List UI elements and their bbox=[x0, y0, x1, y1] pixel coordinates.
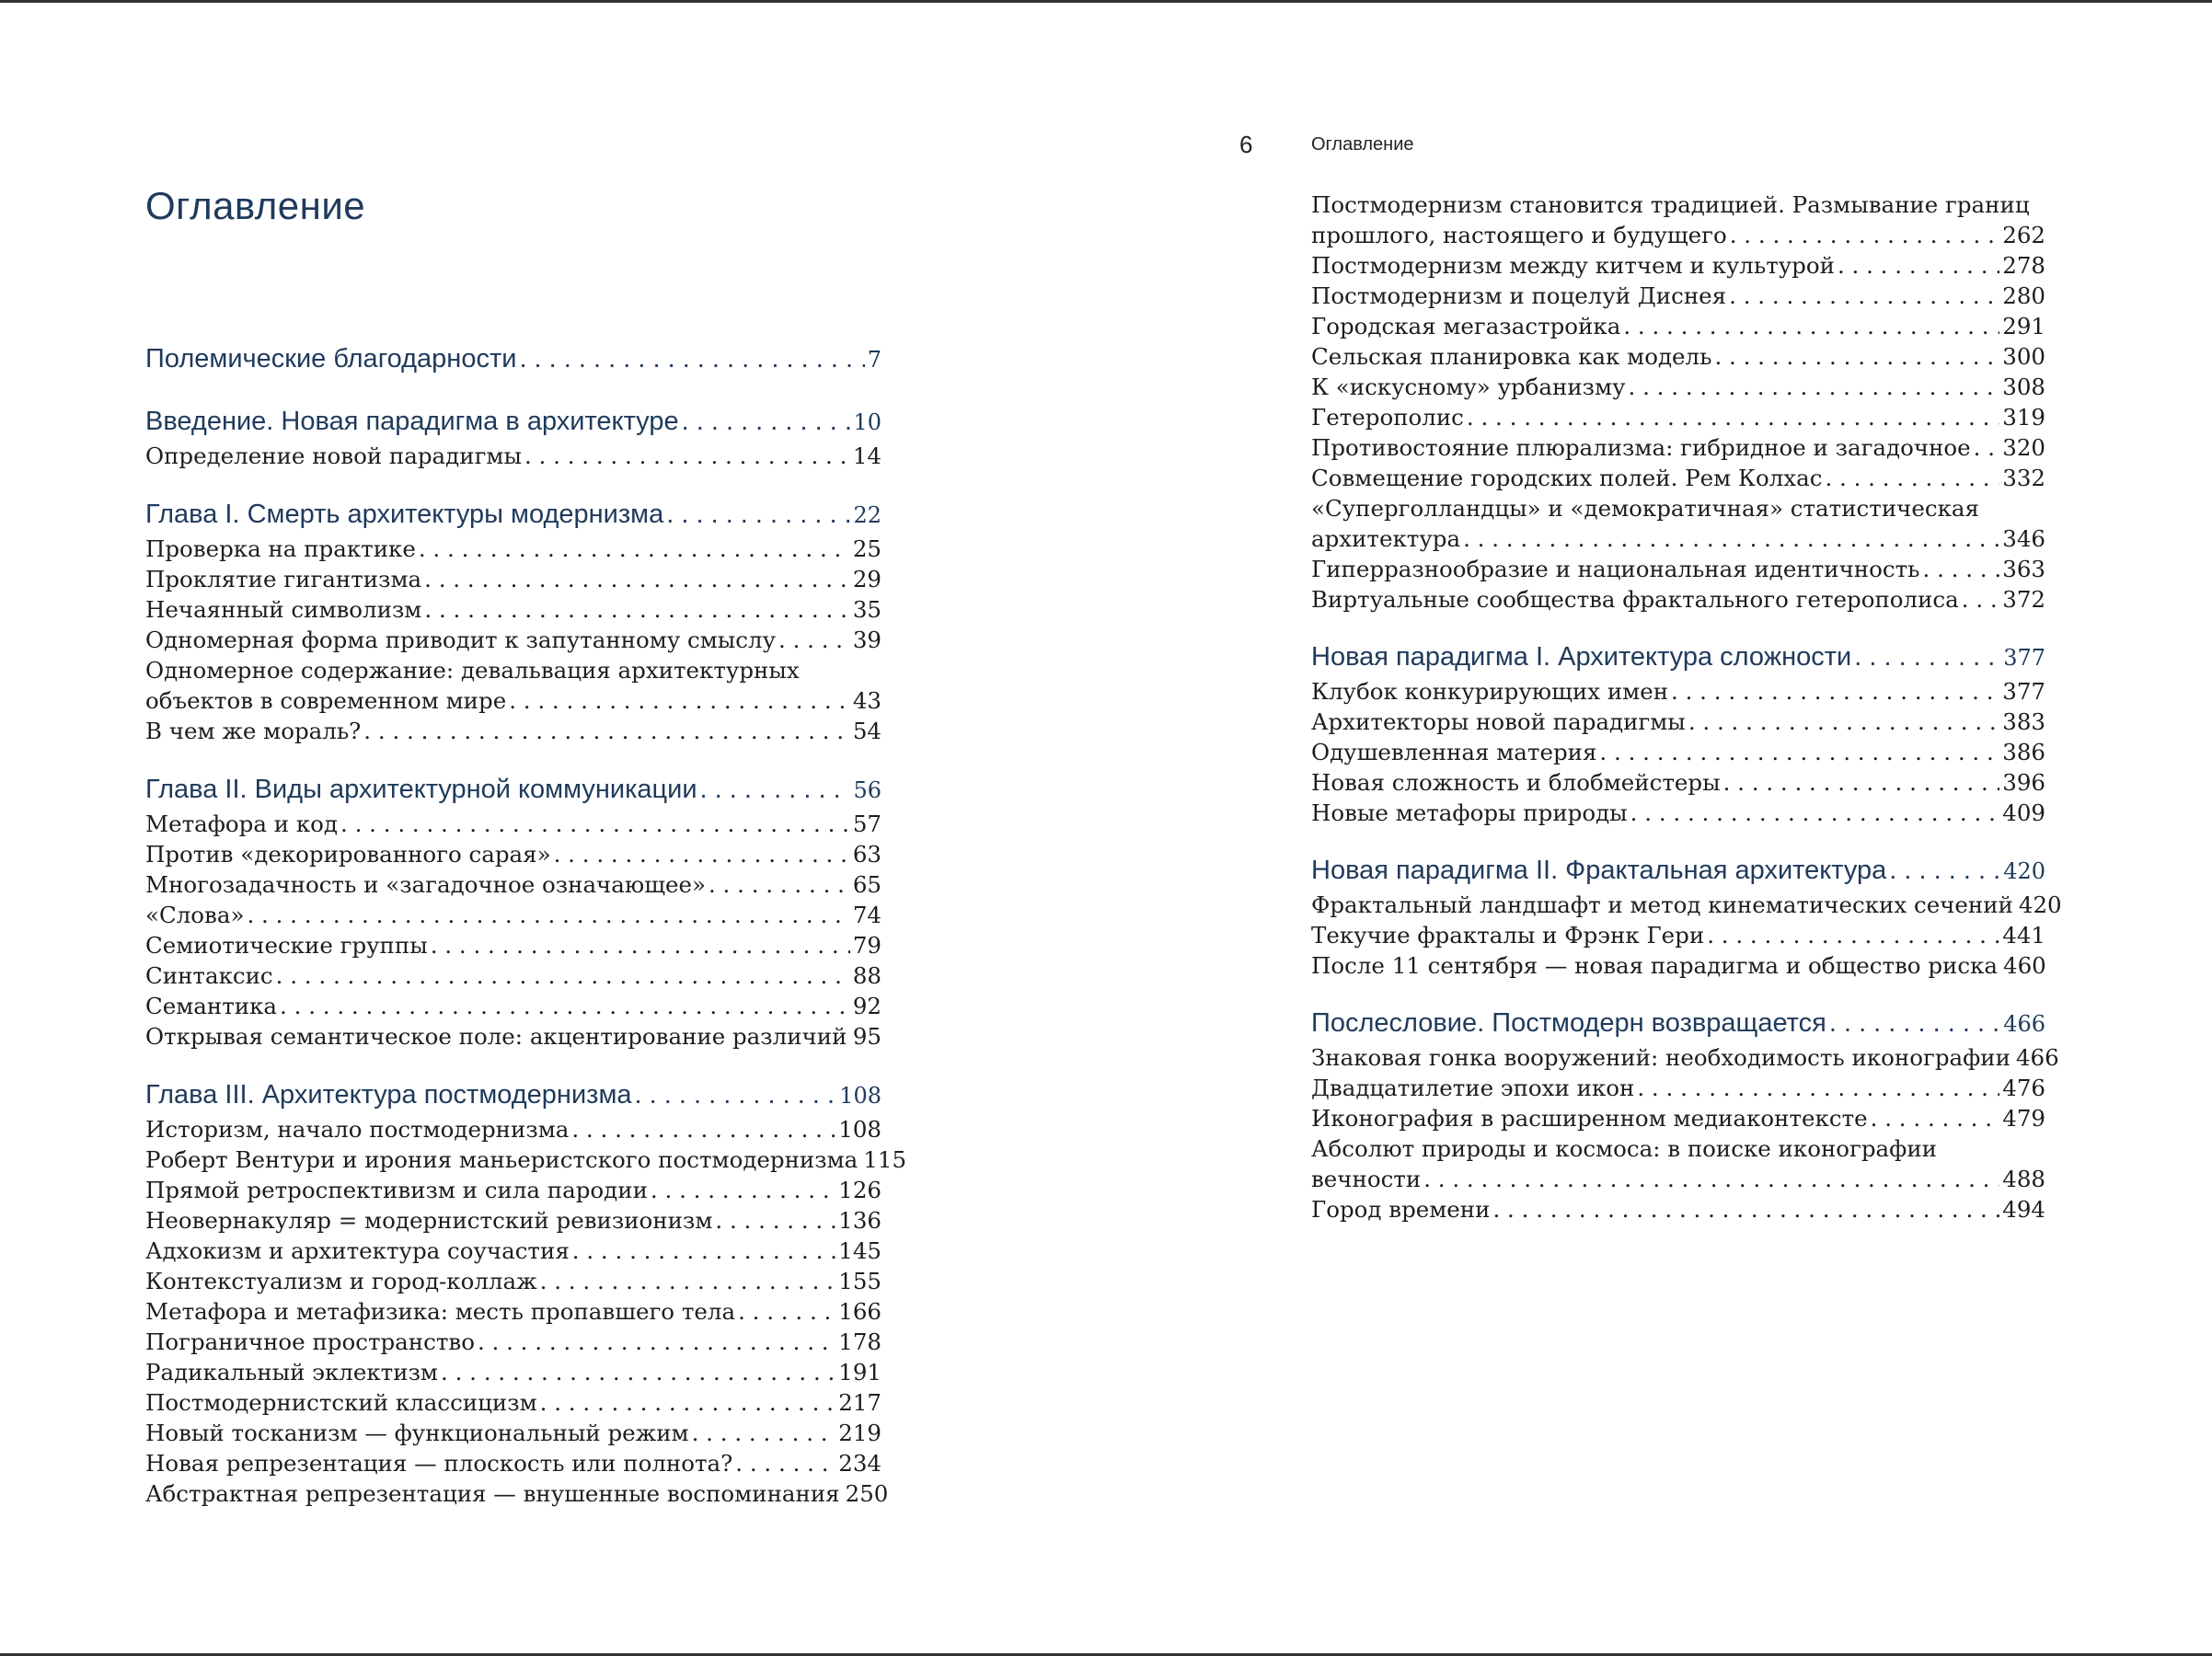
toc-entry bbox=[1311, 1073, 2045, 1103]
entry-title: архитектура bbox=[1311, 525, 1461, 552]
entry-title: В чем же мораль? bbox=[145, 718, 362, 744]
page-ref: 319 bbox=[2002, 404, 2045, 431]
entry-title: Городская мегазастройка bbox=[1311, 313, 1621, 339]
page-ref: 115 bbox=[863, 1146, 907, 1173]
dot-leader bbox=[651, 1175, 835, 1205]
toc-entry bbox=[1311, 890, 2062, 920]
toc-section bbox=[1311, 638, 2045, 828]
entry-title: Фрактальный ландшафт и метод кинематических сечений bbox=[1311, 891, 2013, 918]
dot-leader bbox=[363, 716, 850, 746]
entry-title: Контекстуализм и город-коллаж bbox=[145, 1268, 537, 1294]
entry-title: Одномерная форма приводит к запутанному смыслу bbox=[145, 627, 776, 653]
entry-title: Постмодернизм между китчем и культурой bbox=[1311, 252, 1835, 279]
dot-leader bbox=[572, 1236, 835, 1266]
toc-entry bbox=[1311, 250, 2045, 281]
dot-leader bbox=[554, 839, 850, 869]
toc-section bbox=[1311, 190, 2045, 615]
entry-title: Семантика bbox=[145, 993, 278, 1019]
chapter-title: Послесловие. Постмодерн возвращается bbox=[1311, 1008, 1826, 1038]
chapter-title: Введение. Новая парадигма в архитектуре bbox=[145, 407, 679, 436]
toc-entry bbox=[145, 869, 881, 900]
page-ref: 420 bbox=[2003, 858, 2045, 884]
chapter-heading bbox=[145, 340, 881, 378]
entry-title-line: Одномерное содержание: девальвация архитектурных bbox=[145, 657, 800, 684]
dot-leader bbox=[735, 1448, 835, 1478]
page-ref: 479 bbox=[2002, 1105, 2045, 1132]
toc-entry bbox=[145, 900, 881, 930]
entry-title: Против «декорированного сарая» bbox=[145, 841, 551, 868]
entry-title-continuation bbox=[1311, 220, 2045, 250]
page-ref: 466 bbox=[2015, 1044, 2059, 1071]
dot-leader bbox=[1854, 638, 2000, 675]
dot-leader bbox=[1629, 372, 2000, 402]
toc-entry bbox=[145, 625, 881, 655]
page-ref: 441 bbox=[2002, 922, 2045, 949]
toc-section bbox=[1311, 1005, 2059, 1225]
entry-title: Сельская планировка как модель bbox=[1311, 343, 1712, 370]
page-ref: 377 bbox=[2003, 645, 2045, 671]
page-ref: 280 bbox=[2002, 282, 2045, 309]
entry-title: К «искусному» урбанизму bbox=[1311, 374, 1626, 400]
dot-leader bbox=[1623, 311, 1999, 341]
entry-title: Неовернакуляр = модернистский ревизионизм bbox=[145, 1207, 713, 1234]
entry-title: Адхокизм и архитектура соучастия bbox=[145, 1237, 570, 1264]
entry-title: После 11 сентября — новая парадигма и общество риска bbox=[1311, 952, 1998, 979]
page-ref: 79 bbox=[852, 932, 881, 959]
chapter-heading bbox=[145, 771, 881, 809]
entry-title: вечности bbox=[1311, 1166, 1422, 1192]
entry-title: Пограничное пространство bbox=[145, 1328, 475, 1355]
page-ref: 39 bbox=[852, 627, 881, 653]
page-ref: 43 bbox=[852, 687, 881, 714]
chapter-title: Новая парадигма I. Архитектура сложности bbox=[1311, 642, 1852, 672]
dot-leader bbox=[1707, 920, 1999, 950]
entry-title-line: Постмодернизм становится традицией. Размывание границ bbox=[1311, 191, 2030, 218]
toc-entry bbox=[1311, 493, 2045, 554]
chapter-heading bbox=[1311, 852, 2045, 890]
entry-title: Новая репрезентация — плоскость или полнота? bbox=[145, 1450, 733, 1477]
dot-leader bbox=[571, 1114, 835, 1144]
dot-leader bbox=[431, 930, 850, 960]
toc-entry bbox=[1311, 676, 2045, 707]
dot-leader bbox=[666, 496, 850, 533]
page-ref: 155 bbox=[838, 1268, 881, 1294]
page-ref: 166 bbox=[838, 1298, 881, 1325]
dot-leader bbox=[1637, 1073, 1999, 1103]
toc-entry bbox=[145, 564, 881, 594]
page-ref: 95 bbox=[852, 1023, 881, 1050]
toc-entry bbox=[145, 1387, 881, 1418]
dot-leader bbox=[1871, 1103, 2000, 1133]
dot-leader bbox=[441, 1357, 835, 1387]
dot-leader bbox=[424, 594, 849, 625]
toc-entry bbox=[1311, 920, 2045, 950]
dot-leader bbox=[1688, 707, 1999, 737]
dot-leader bbox=[540, 1266, 836, 1296]
toc-entry bbox=[145, 1175, 881, 1205]
toc-section bbox=[145, 771, 881, 1052]
toc-section bbox=[145, 1076, 907, 1509]
entry-title: прошлого, настоящего и будущего bbox=[1311, 222, 1727, 248]
dot-leader bbox=[280, 991, 850, 1021]
toc-entry bbox=[1311, 372, 2045, 402]
entry-title: Гиперразнообразие и национальная идентичность bbox=[1311, 556, 1920, 582]
dot-leader bbox=[1825, 463, 1999, 493]
entry-title: Клубок конкурирующих имен bbox=[1311, 678, 1669, 705]
page-ref: 29 bbox=[852, 566, 881, 592]
toc-entry bbox=[1311, 402, 2045, 432]
chapter-heading bbox=[1311, 638, 2045, 676]
entry-title-continuation bbox=[1311, 1164, 2045, 1194]
dot-leader bbox=[1962, 584, 1999, 615]
dot-leader bbox=[478, 1327, 835, 1357]
dot-leader bbox=[715, 1205, 835, 1236]
toc-entry bbox=[1311, 311, 2045, 341]
page-ref: 291 bbox=[2002, 313, 2045, 339]
toc-entry bbox=[145, 1327, 881, 1357]
entry-title: Совмещение городских полей. Рем Колхас bbox=[1311, 465, 1823, 491]
entry-title: Метафора и код bbox=[145, 811, 339, 837]
entry-title: Радикальный эклектизм bbox=[145, 1359, 438, 1386]
left-page bbox=[145, 0, 907, 1656]
entry-title: Проверка на практике bbox=[145, 535, 416, 562]
entry-title: Абстрактная репрезентация — внушенные воспоминания bbox=[145, 1480, 840, 1507]
toc-entry bbox=[145, 1296, 881, 1327]
dot-leader bbox=[1729, 281, 1999, 311]
page-ref: 386 bbox=[2002, 739, 2045, 765]
dot-leader bbox=[509, 685, 850, 716]
dot-leader bbox=[276, 960, 850, 991]
dot-leader bbox=[247, 900, 849, 930]
dot-leader bbox=[519, 340, 864, 377]
page-ref: 219 bbox=[838, 1420, 881, 1446]
entry-title: «Слова» bbox=[145, 902, 245, 928]
page-ref: 25 bbox=[852, 535, 881, 562]
chapter-title: Новая парадигма II. Фрактальная архитектура bbox=[1311, 856, 1887, 885]
page-ref: 320 bbox=[2002, 434, 2045, 461]
entry-title: Метафора и метафизика: месть пропавшего тела bbox=[145, 1298, 736, 1325]
toc-entry bbox=[145, 1021, 881, 1052]
dot-leader bbox=[1423, 1164, 1999, 1194]
entry-title: Синтаксис bbox=[145, 962, 273, 989]
entry-title: Постмодернизм и поцелуй Диснея bbox=[1311, 282, 1727, 309]
entry-title: объектов в современном мире bbox=[145, 687, 507, 714]
entry-title: Историзм, начало постмодернизма bbox=[145, 1116, 570, 1143]
dot-leader bbox=[1838, 250, 1999, 281]
chapter-title: Глава III. Архитектура постмодернизма bbox=[145, 1080, 632, 1110]
entry-title: Новая сложность и блобмейстеры bbox=[1311, 769, 1721, 796]
page-ref: 466 bbox=[2003, 1011, 2045, 1037]
dot-leader bbox=[1714, 341, 1999, 372]
entry-title: Гетерополис bbox=[1311, 404, 1464, 431]
toc-entry bbox=[145, 1418, 881, 1448]
toc-entry bbox=[145, 1478, 889, 1509]
page-ref: 145 bbox=[838, 1237, 881, 1264]
dot-leader bbox=[1467, 402, 1999, 432]
running-head: Оглавление bbox=[1311, 134, 1414, 155]
entry-title: Нечаянный символизм bbox=[145, 596, 422, 623]
page-ref: 332 bbox=[2002, 465, 2045, 491]
toc-entry bbox=[1311, 1042, 2059, 1073]
toc-entry bbox=[1311, 1133, 2045, 1194]
page-ref: 460 bbox=[2002, 952, 2046, 979]
toc-entry bbox=[145, 960, 881, 991]
entry-title-line: «Суперголландцы» и «демократичная» статистическая bbox=[1311, 495, 1979, 522]
entry-title: Многозадачность и «загадочное означающее» bbox=[145, 871, 706, 898]
entry-title: Семиотические группы bbox=[145, 932, 428, 959]
entry-title-continuation bbox=[1311, 523, 2045, 554]
entry-title: Роберт Вентури и ирония маньеристского постмодернизма bbox=[145, 1146, 858, 1173]
toc-entry bbox=[1311, 950, 2045, 981]
dot-leader bbox=[778, 625, 850, 655]
dot-leader bbox=[1889, 852, 2000, 889]
toc-entry bbox=[145, 839, 881, 869]
toc-entry bbox=[145, 1144, 907, 1175]
page-ref: 420 bbox=[2018, 891, 2062, 918]
dot-leader bbox=[1630, 798, 2000, 828]
toc-entry bbox=[1311, 1194, 2045, 1225]
right-page bbox=[1239, 0, 2062, 1656]
page-ref: 250 bbox=[845, 1480, 889, 1507]
toc-section bbox=[1311, 852, 2062, 981]
toc-entry bbox=[1311, 281, 2045, 311]
entry-title: Город времени bbox=[1311, 1196, 1491, 1223]
dot-leader bbox=[1463, 523, 1999, 554]
dot-leader bbox=[419, 534, 850, 564]
page-ref: 377 bbox=[2002, 678, 2045, 705]
toc-section bbox=[145, 340, 881, 378]
toc-section bbox=[145, 403, 881, 471]
toc-entry bbox=[145, 1205, 881, 1236]
page-ref: 63 bbox=[852, 841, 881, 868]
entry-title: Новый тосканизм — функциональный режим bbox=[145, 1420, 689, 1446]
toc-entry bbox=[1311, 341, 2045, 372]
page-ref: 56 bbox=[853, 777, 881, 803]
entry-title: Виртуальные сообщества фрактального гетерополиса bbox=[1311, 586, 1959, 613]
entry-title: Постмодернистский классицизм bbox=[145, 1389, 537, 1416]
toc-entry bbox=[145, 1357, 881, 1387]
dot-leader bbox=[1730, 220, 2000, 250]
page-ref: 234 bbox=[838, 1450, 881, 1477]
dot-leader bbox=[1492, 1194, 1999, 1225]
page-ref: 7 bbox=[867, 347, 881, 373]
page-ref: 35 bbox=[852, 596, 881, 623]
page-ref: 396 bbox=[2002, 769, 2045, 796]
page-ref: 476 bbox=[2002, 1075, 2045, 1101]
page-ref: 57 bbox=[852, 811, 881, 837]
page-ref: 494 bbox=[2002, 1196, 2045, 1223]
toc-entry bbox=[145, 1266, 881, 1296]
chapter-heading bbox=[145, 496, 881, 534]
chapter-title: Глава II. Виды архитектурной коммуникации bbox=[145, 775, 697, 804]
toc-entry bbox=[145, 1236, 881, 1266]
entry-title: Текучие фракталы и Фрэнк Гери bbox=[1311, 922, 1705, 949]
page-ref: 136 bbox=[838, 1207, 881, 1234]
toc-entry bbox=[1311, 1103, 2045, 1133]
page-ref: 363 bbox=[2002, 556, 2045, 582]
table-of-contents-left bbox=[145, 340, 907, 1534]
page-ref: 65 bbox=[852, 871, 881, 898]
dot-leader bbox=[340, 809, 850, 839]
entry-title: Одушевленная материя bbox=[1311, 739, 1597, 765]
chapter-heading bbox=[145, 1076, 881, 1114]
toc-entry bbox=[145, 534, 881, 564]
page-ref: 383 bbox=[2002, 708, 2045, 735]
page-ref: 409 bbox=[2002, 799, 2045, 826]
chapter-heading bbox=[1311, 1005, 2045, 1042]
page-ref: 74 bbox=[852, 902, 881, 928]
entry-title: Проклятие гигантизма bbox=[145, 566, 422, 592]
page-ref: 108 bbox=[838, 1116, 881, 1143]
chapter-title: Полемические благодарности bbox=[145, 344, 517, 374]
entry-title-continuation bbox=[145, 685, 881, 716]
dot-leader bbox=[692, 1418, 836, 1448]
page-ref: 178 bbox=[838, 1328, 881, 1355]
toc-entry bbox=[145, 1448, 881, 1478]
entry-title-line: Абсолют природы и космоса: в поиске иконографии bbox=[1311, 1135, 1937, 1162]
page-ref: 191 bbox=[838, 1359, 881, 1386]
page-ref: 108 bbox=[839, 1083, 881, 1109]
toc-entry bbox=[145, 441, 881, 471]
dot-leader bbox=[524, 441, 850, 471]
page-title: Оглавление bbox=[145, 184, 366, 227]
page-ref: 217 bbox=[838, 1389, 881, 1416]
toc-entry bbox=[1311, 584, 2045, 615]
toc-entry bbox=[1311, 737, 2045, 767]
dot-leader bbox=[424, 564, 850, 594]
page-ref: 126 bbox=[838, 1177, 881, 1203]
chapter-heading bbox=[145, 403, 881, 441]
page-ref: 488 bbox=[2002, 1166, 2045, 1192]
dot-leader bbox=[700, 771, 851, 808]
dot-leader bbox=[635, 1076, 837, 1113]
entry-title: Новые метафоры природы bbox=[1311, 799, 1628, 826]
page-ref: 54 bbox=[852, 718, 881, 744]
page-ref: 14 bbox=[852, 443, 881, 469]
dot-leader bbox=[1723, 767, 2000, 798]
entry-title: Архитекторы новой парадигмы bbox=[1311, 708, 1686, 735]
dot-leader bbox=[1923, 554, 2000, 584]
entry-title: Противостояние плюрализма: гибридное и загадочное bbox=[1311, 434, 1971, 461]
page-ref: 22 bbox=[853, 502, 881, 528]
dot-leader bbox=[1671, 676, 1999, 707]
page-ref: 308 bbox=[2002, 374, 2045, 400]
dot-leader bbox=[540, 1387, 836, 1418]
entry-title: Открывая семантическое поле: акцентирование различий bbox=[145, 1023, 847, 1050]
toc-entry bbox=[145, 716, 881, 746]
toc-entry bbox=[145, 991, 881, 1021]
toc-entry bbox=[1311, 767, 2045, 798]
entry-title: Прямой ретроспективизм и сила пародии bbox=[145, 1177, 648, 1203]
dot-leader bbox=[738, 1296, 835, 1327]
entry-title: Знаковая гонка вооружений: необходимость иконографии bbox=[1311, 1044, 2010, 1071]
entry-title: Иконография в расширенном медиаконтексте bbox=[1311, 1105, 1868, 1132]
table-of-contents-right bbox=[1311, 190, 2062, 1248]
dot-leader bbox=[682, 403, 851, 440]
page-ref: 300 bbox=[2002, 343, 2045, 370]
chapter-title: Глава I. Смерть архитектуры модернизма bbox=[145, 500, 664, 529]
toc-entry bbox=[145, 930, 881, 960]
page-ref: 262 bbox=[2002, 222, 2045, 248]
page-number: 6 bbox=[1239, 131, 1253, 158]
entry-title: Двадцатилетие эпохи икон bbox=[1311, 1075, 1635, 1101]
entry-title: Определение новой парадигмы bbox=[145, 443, 522, 469]
toc-entry bbox=[145, 655, 881, 716]
toc-entry bbox=[1311, 432, 2045, 463]
toc-entry bbox=[1311, 463, 2045, 493]
page-ref: 92 bbox=[852, 993, 881, 1019]
dot-leader bbox=[1829, 1005, 2000, 1041]
page-ref: 346 bbox=[2002, 525, 2045, 552]
toc-entry bbox=[145, 594, 881, 625]
page-ref: 278 bbox=[2002, 252, 2045, 279]
toc-entry bbox=[1311, 554, 2045, 584]
toc-entry bbox=[145, 809, 881, 839]
toc-entry bbox=[145, 1114, 881, 1144]
toc-entry bbox=[1311, 707, 2045, 737]
page-ref: 372 bbox=[2002, 586, 2045, 613]
dot-leader bbox=[709, 869, 850, 900]
dot-leader bbox=[1599, 737, 1999, 767]
toc-entry bbox=[1311, 190, 2045, 250]
page-ref: 10 bbox=[853, 409, 881, 435]
page-ref: 88 bbox=[852, 962, 881, 989]
dot-leader bbox=[1974, 432, 2000, 463]
toc-section bbox=[145, 496, 881, 746]
toc-entry bbox=[1311, 798, 2045, 828]
